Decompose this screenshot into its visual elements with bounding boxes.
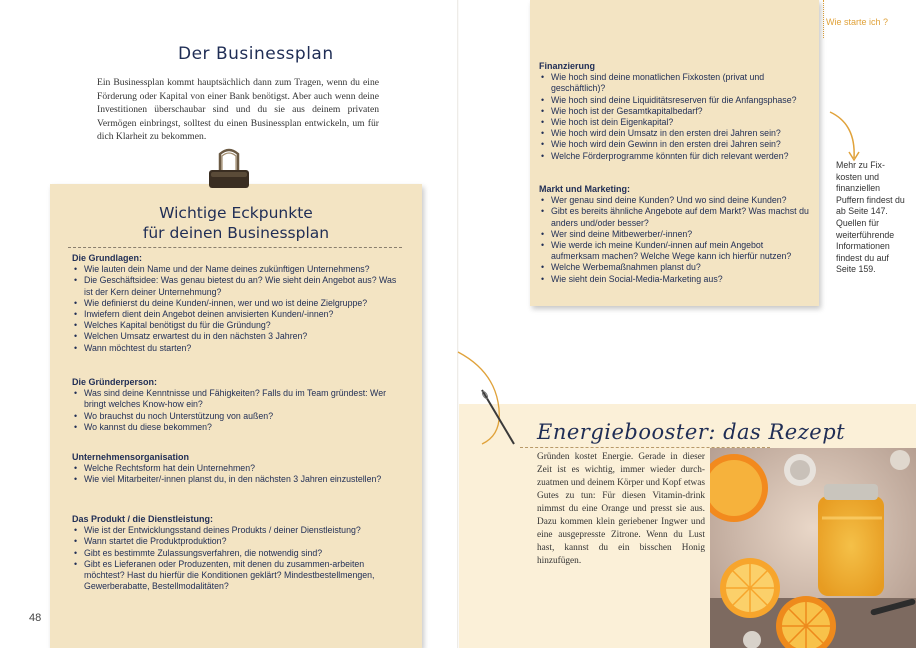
note-heading-line-2: für deinen Businessplan <box>142 224 330 242</box>
list-item: • Wie hoch wird dein Umsatz in den ersten drei Jahren sein? <box>551 128 814 139</box>
list-item: • Wo kannst du diese bekommen? <box>84 422 402 433</box>
note-divider <box>68 247 402 248</box>
list-item: • Inwiefern dient dein Angebot deinen anvisierten Kunden/-innen? <box>84 309 402 320</box>
list-item: • Gibt es bereits ähnliche Angebote auf dem Markt? Was machst du anders und/oder besser? <box>551 206 814 228</box>
list-item: • Welche Werbemaßnahmen planst du? <box>551 262 814 273</box>
list-item: • Wie lauten dein Name und der Name deines zukünftigen Unternehmens? <box>84 264 402 275</box>
section-unternehmensorganisation <box>72 452 402 486</box>
list-item: • Wie hoch sind deine Liquiditätsreserven für die Anfangsphase? <box>551 95 814 106</box>
list-item: • Wer sind deine Mitbewerber/-innen? <box>551 229 814 240</box>
list-item: • Was sind deine Kenntnisse und Fähigkeiten? Falls du im Team gründest: Wer bringt welches Know-how ein? <box>84 388 402 410</box>
section-heading: Das Produkt / die Dienstleistung: <box>72 514 214 524</box>
section-grundlagen <box>72 253 402 354</box>
page-number: 48 <box>29 612 42 624</box>
list-item: • Wer genau sind deine Kunden? Und wo sind deine Kunden? <box>551 195 814 206</box>
running-head: Wie starte ich ? <box>826 17 889 27</box>
list-item: • Wann möchtest du starten? <box>84 343 402 354</box>
list-item: • Welchen Umsatz erwartest du in den nächsten 3 Jahren? <box>84 331 402 342</box>
list-item: • Welche Rechtsform hat dein Unternehmen? <box>84 463 402 474</box>
list-item: • Wie viel Mitarbeiter/-innen planst du, in den nächsten 3 Jahren einzustellen? <box>84 474 402 485</box>
intro-paragraph: Ein Businessplan kommt hauptsächlich dann zum Tragen, wenn du eine Förderung oder Kapital von einer Bank benötigst. Aber auch wenn deine Investitionen überschaubar sind und du sie aus deinem privaten Vermögen einbringst, solltest du einen Businessplan entwickeln, um für dich Klarheit zu bekommen. <box>97 77 379 143</box>
section-produkt <box>72 514 402 592</box>
section-markt-marketing <box>539 184 814 285</box>
recipe-body: Gründen kostet Energie. Gerade in dieser Zeit ist es wichtig, immer wieder durch-zuatmen und deinem Körper und Kopf etwas Gutes zu tun: Für diesen Vitamin-drink nimmst du eine Orange und presst sie aus. Dazu kommen klein geriebener Ingwer und eine ausgepresste Zitrone. Wenn du Lust hast, kannst du ein bisschen Honig hinzufügen. <box>537 452 705 566</box>
list-item: • Welches Kapital benötigst du für die Gründung? <box>84 320 402 331</box>
list-item: • Wie hoch wird dein Gewinn in den ersten drei Jahren sein? <box>551 139 814 150</box>
list-item: • Wie hoch sind deine monatlichen Fixkosten (privat und geschäftlich)? <box>551 72 814 94</box>
section-heading: Finanzierung <box>539 61 595 71</box>
section-gruenderperson <box>72 377 402 433</box>
list-item: • Wie werde ich meine Kunden/-innen auf mein Angebot aufmerksam machen? Welche Wege kann ich hierfür nutzen? <box>551 240 814 262</box>
section-finanzierung <box>539 61 814 162</box>
binder-clip-icon <box>206 148 252 194</box>
list-item: • Wie hoch ist dein Eigenkapital? <box>551 117 814 128</box>
list-item: • Wie ist der Entwicklungsstand deines Produkts / deiner Dienstleistung? <box>84 525 402 536</box>
list-item: • Wo brauchst du noch Unterstützung von außen? <box>84 411 402 422</box>
curved-arrow-icon <box>822 108 872 168</box>
list-item: • Gibt es Lieferanen oder Produzenten, mit denen du zusammen-arbeiten möchtest? Hast du hierfür die Konditionen geklärt? Mindestbestellmengen, Gewerberabatte, Bestellmodalitäten? <box>84 559 402 593</box>
list-item: • Gibt es bestimmte Zulassungsverfahren, die notwendig sind? <box>84 548 402 559</box>
note-heading-line-1: Wichtige Eckpunkte <box>159 204 313 222</box>
section-heading: Die Grundlagen: <box>72 253 143 263</box>
recipe-photo <box>710 448 916 648</box>
recipe-title: Energiebooster: das Rezept <box>537 420 846 444</box>
side-note: Mehr zu Fix-kosten und finanziellen Puffern findest du ab Seite 147. Quellen für weiterführende Informationen findest du auf Seite 159. <box>836 160 905 275</box>
list-item: • Wie hoch ist der Gesamtkapitalbedarf? <box>551 106 814 117</box>
section-heading: Die Gründerperson: <box>72 377 158 387</box>
list-item: • Wann startet die Produktproduktion? <box>84 536 402 547</box>
list-item: • Welche Förderprogramme könnten für dich relevant werden? <box>551 151 814 162</box>
list-item: • Die Geschäftsidee: Was genau bietest du an? Wie sieht dein Angebot aus? Was ist der Kern deiner Unternehmung? <box>84 275 402 297</box>
section-heading: Unternehmensorganisation <box>72 452 190 462</box>
page-title: Der Businessplan <box>178 44 334 64</box>
list-item: • Wie sieht dein Social-Media-Marketing aus? <box>551 274 814 285</box>
section-heading: Markt und Marketing: <box>539 184 631 194</box>
running-head-rule <box>823 0 825 38</box>
needle-thread-icon <box>452 340 542 450</box>
list-item: • Wie definierst du deine Kunden/-innen, wer und wo ist deine Zielgruppe? <box>84 298 402 309</box>
